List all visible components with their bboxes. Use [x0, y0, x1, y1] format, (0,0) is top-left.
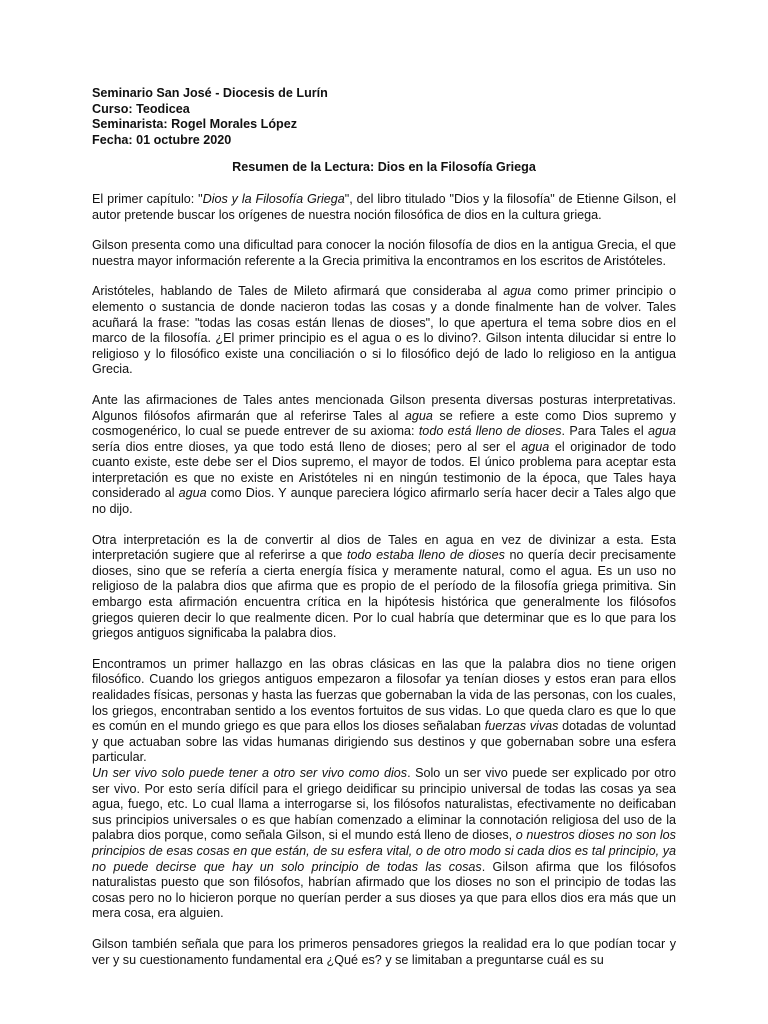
italic-run: fuerzas vivas: [484, 719, 559, 734]
italic-run: agua: [647, 424, 676, 439]
paragraph-6: [92, 657, 676, 766]
italic-run: agua: [404, 408, 433, 423]
italic-run: agua: [521, 439, 550, 454]
italic-run: o nuestros dioses no son los principios de esas cosas en que están, de su esfera vital, o de otro modo si cada dios es tal principio, ya no puede decirse que hay un solo principio de todas las cosas: [92, 828, 676, 874]
italic-run: todo estaba lleno de dioses: [347, 548, 505, 563]
text-run: se refiere a este como Dios supremo y cosmogenérico, lo cual se puede entrever de su axioma:: [92, 408, 676, 439]
text-run: como primer principio o elemento o sustancia de donde nacieron todas las cosas y a donde finalmente han de volver. Tales acuñará la frase: "todas las cosas están llenas de dioses", lo que apertura el tema sobre dios en el marco de la filosofía. ¿El primer principio es el agua o es lo divino?. Gilson intenta dilucidar si entre lo religioso y lo filosófico existe una conciliación o si lo filosófico dejó de lado lo religioso en la antigua Grecia.: [92, 284, 676, 377]
text-run: Ante las afirmaciones de Tales antes mencionada Gilson presenta diversas posturas interpretativas. Algunos filósofos afirmarán que al referirse Tales al: [92, 392, 676, 423]
document-title: Resumen de la Lectura: Dios en la Filosofía Griega: [232, 160, 536, 175]
date-line: Fecha: 01 octubre 2020: [92, 132, 232, 147]
paragraph-2: Gilson presenta como una dificultad para conocer la noción filosofía de dios en la antigua Grecia, el que nuestra mayor información referente a la Grecia primitiva la encontramos en los escritos de Aristóteles.: [92, 238, 676, 268]
paragraph-4: [92, 393, 676, 518]
text-run: ", del libro titulado "Dios y la filosofía" de Etienne Gilson, el autor pretende buscar los orígenes de nuestra noción filosófica de dios en la cultura griega.: [92, 191, 676, 222]
text-run: Aristóteles, hablando de Tales de Mileto afirmará que consideraba al: [92, 284, 504, 299]
institution-line: Seminario San José - Diocesis de Lurín: [92, 86, 328, 100]
paragraph-5: [92, 533, 676, 642]
italic-run: Dios y la Filosofía Griega: [202, 191, 345, 206]
student-line: Seminarista: Rogel Morales López: [92, 117, 298, 132]
text-run: Encontramos un primer hallazgo en las obras clásicas en las que la palabra dios no tiene origen filosófico. Cuando los griegos antiguos empezaron a filosofar ya tenían dioses y estos eran para ellos realidades físicas, personas y hasta las fuerzas que gobernaban la vida de las personas, con los cuales, los griegos, encontraban sentido a los eventos fortuitos de sus vidas. Lo que queda claro es que lo que es común en el mundo griego es que para ellos los dioses señalaban: [92, 656, 676, 734]
paragraph-8: Gilson también señala que para los primeros pensadores griegos la realidad era lo que podían tocar y ver y su cuestionamento fundamental era ¿Qué es? y se limitaban a preguntarse cuál es su: [92, 936, 676, 967]
paragraph-1: [92, 192, 676, 223]
italic-run: todo está lleno de dioses: [418, 424, 562, 439]
text-run: Otra interpretación es la de convertir al dios de Tales en agua en vez de divinizar a esta. Esta interpretación sugiere que al referirse a que: [92, 532, 676, 563]
paragraph-3: [92, 284, 676, 378]
paragraph-7: [92, 766, 676, 922]
text-run: sería dios entre dioses, ya que todo está lleno de dioses; pero al ser el: [92, 439, 522, 454]
text-run: el originador de todo cuanto existe, este debe ser el Dios supremo, el mayor de todos. El único problema para aceptar esta interpretación es que no existe en Aristóteles ni en ningún testimonio de la época, que Tales haya considerado al: [92, 439, 676, 501]
text-run: . Solo un ser vivo puede ser explicado por otro ser vivo. Por esto sería difícil para el griego deidificar su principio universal de todas las cosas ya sea agua, fuego, etc. Lo cual llama a interrogarse si, los filósofos naturalistas, efectivamente no deificaban sus principios universales o es que habían comenzado a eliminar la connotación religiosa del uso de la palabra dios porque, como señala Gilson, si el mundo está lleno de dioses,: [92, 765, 676, 843]
course-line: Curso: Teodicea: [92, 101, 190, 116]
text-run: dotadas de voluntad y que actuaban sobre las vidas humanas dirigiendo sus destinos y que gobernaban sobre una esfera particular.: [92, 719, 676, 765]
text-run: . Gilson afirma que los filósofos naturalistas puesto que son filósofos, habrían afirmado que los dioses no son el principio de todas las cosas pero no lo hicieron porque no querían perder a sus dioses ya que para ellos dios era más que un mera cosa, era alguien.: [92, 859, 676, 921]
text-run: El primer capítulo: ": [92, 191, 203, 206]
italic-run: agua: [503, 284, 532, 299]
document-header: [92, 86, 676, 148]
text-run: como Dios. Y aunque pareciera lógico afirmarlo sería hacer decir a Tales algo que no dijo.: [92, 486, 676, 517]
italic-run: Un ser vivo solo puede tener a otro ser vivo como dios: [92, 765, 408, 780]
italic-run: agua: [178, 486, 207, 501]
text-run: no quería decir precisamente dioses, sino que se refería a cierta energía física y meramente natural, como el agua. Es un uso no religioso de la palabra dios que afirma que es propio de el período de la filosofía griega primitiva. Sin embargo esta afirmación encuentra crítica en la hipótesis histórica que generalmente los filósofos griegos quieren decir lo que realmente dicen. Por lo cual habría que determinar que es lo que para los griegos antiguos significaba la palabra dios.: [92, 548, 677, 641]
text-run: . Para Tales el: [561, 424, 648, 439]
